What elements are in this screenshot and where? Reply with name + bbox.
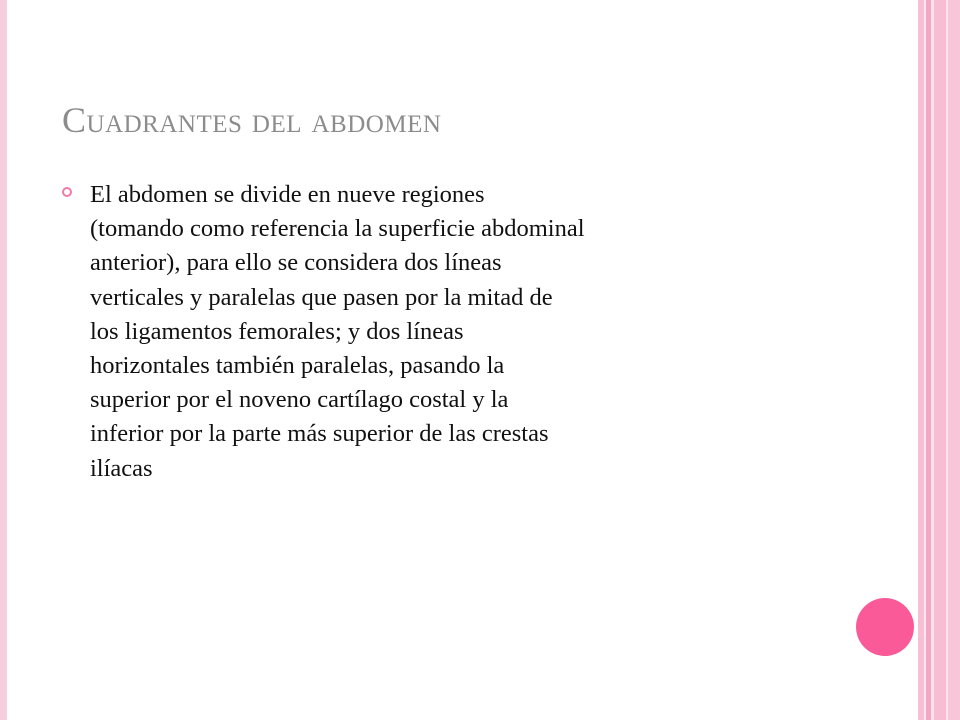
slide-title: Cuadrantes del abdomen <box>62 100 442 140</box>
bullet-line: horizontales también paralelas, pasando la <box>90 352 505 380</box>
bullet-line: El abdomen se divide en nueve regiones <box>90 181 485 208</box>
bullet-line: superior por el noveno cartílago costal y la <box>90 386 509 414</box>
decorative-circle <box>856 598 914 656</box>
bullet-text <box>90 178 840 486</box>
bullet-line: verticales y paralelas que pasen por la mitad de <box>90 283 553 311</box>
left-frame-line <box>0 0 7 720</box>
bullet-line: (tomando como referencia la superficie abdominal <box>90 215 585 243</box>
bullet-line: inferior por la parte más superior de las crestas <box>90 420 549 448</box>
bullet-item <box>62 178 842 486</box>
right-decorative-stripe <box>948 0 960 720</box>
bullet-line: anterior), para ello se considera dos líneas <box>90 249 502 277</box>
hollow-circle-bullet-icon <box>62 187 72 197</box>
bullet-line: ilíacas <box>90 454 153 482</box>
bullet-line: los ligamentos femorales; y dos líneas <box>90 317 464 345</box>
right-decorative-stripe <box>934 0 946 720</box>
